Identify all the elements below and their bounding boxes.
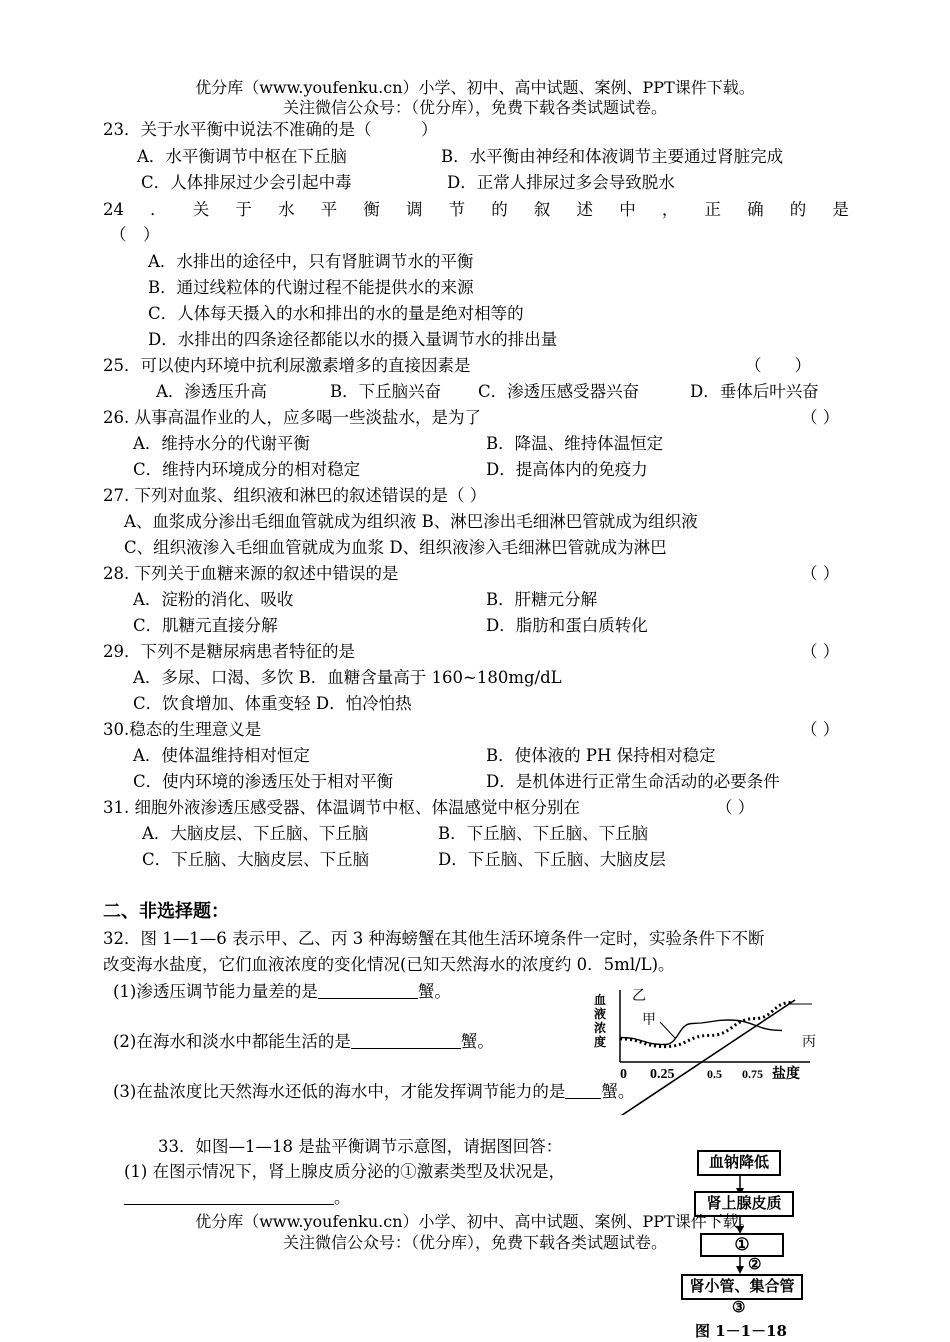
q31-option-a: A．大脑皮层、下丘脑、下丘脑 xyxy=(142,824,369,843)
q24-option-d: D．水排出的四条途径都能以水的摄入量调节水的排出量 xyxy=(148,330,558,349)
q29-options-cd: C．饮食增加、体重变轻 D．怕冷怕热 xyxy=(133,694,412,713)
q26-option-c: C．维持内环境成分的相对稳定 xyxy=(133,460,361,479)
y-axis-label-char: 血 xyxy=(593,993,607,1007)
q24-stem: 24 ． 关 于 水 平 衡 调 节 的 叙 述 中 ， 正 确 的 是 xyxy=(103,200,849,219)
q30-stem: 30.稳态的生理意义是 xyxy=(103,720,262,739)
q25-option-d: D．垂体后叶兴奋 xyxy=(690,382,819,401)
q33-stem: 33．如图—1—18 是盐平衡调节示意图，请据图回答： xyxy=(158,1137,563,1156)
q29-paren: （ ） xyxy=(801,642,840,661)
q23-option-a: A．水平衡调节中枢在下丘脑 xyxy=(137,147,347,166)
q26-option-d: D．提高体内的免疫力 xyxy=(486,460,648,479)
q24-option-a: A．水排出的途径中，只有肾脏调节水的平衡 xyxy=(148,252,474,271)
q32-part3: (3)在盐浓度比天然海水还低的海水中，才能发挥调节能力的是 蟹。 xyxy=(113,1082,635,1101)
y-axis-label-char: 浓 xyxy=(593,1021,607,1035)
q23-option-c: C．人体排尿过少会引起中毒 xyxy=(141,173,352,192)
q31-option-b: B．下丘脑、下丘脑、下丘脑 xyxy=(438,824,649,843)
q25-option-c: C．渗透压感受器兴奋 xyxy=(478,382,640,401)
q24-option-b: B．通过线粒体的代谢过程不能提供水的来源 xyxy=(148,278,474,297)
q27-options-cd: C、组织液渗入毛细血管就成为血浆 D、组织液渗入毛细淋巴管就成为淋巴 xyxy=(124,538,667,557)
q31-stem: 31. 细胞外液渗透压感受器、体温调节中枢、体温感觉中枢分别在 xyxy=(103,798,580,817)
x-tick-label: 0.75 xyxy=(742,1067,763,1081)
q30-option-d: D．是机体进行正常生命活动的必要条件 xyxy=(486,772,780,791)
flow-box-adrenal-cortex: 肾上腺皮质 xyxy=(694,1191,794,1217)
watermark-footer-line1: 优分库（www.youfenku.cn）小学、初中、高中试题、案例、PPT课件下载。 xyxy=(195,1212,755,1231)
q32-stem-line1: 32．图 1—1—6 表示甲、乙、丙 3 种海螃蟹在其他生活环境条件一定时，实验条件下不断 xyxy=(103,929,765,948)
crab-blood-concentration-chart xyxy=(580,980,820,1115)
q28-option-d: D．脂肪和蛋白质转化 xyxy=(486,616,648,635)
q28-paren: （ ） xyxy=(801,564,840,583)
q25-option-b: B．下丘脑兴奋 xyxy=(330,382,442,401)
q33-part1: (1) 在图示情况下，肾上腺皮质分泌的①激素类型及状况是， xyxy=(124,1162,566,1181)
q23-option-d: D．正常人排尿过多会导致脱水 xyxy=(447,173,675,192)
x-tick-label: 0.25 xyxy=(650,1067,675,1082)
q26-option-b: B．降温、维持体温恒定 xyxy=(486,434,664,453)
series-label: 乙 xyxy=(632,989,646,1004)
q32-part2: (2)在海水和淡水中都能生活的是 蟹。 xyxy=(113,1032,494,1051)
q27-options-ab: A、血浆成分渗出毛细血管就成为组织液 B、淋巴渗出毛细淋巴管就成为组织液 xyxy=(124,512,698,531)
q30-paren: （ ） xyxy=(801,720,840,739)
q32-part1: (1)渗透压调节能力量差的是 蟹。 xyxy=(113,982,451,1001)
q23-option-b: B．水平衡由神经和体液调节主要通过肾脏完成 xyxy=(441,147,784,166)
q30-option-c: C．使内环境的渗透压处于相对平衡 xyxy=(133,772,394,791)
q33-answer-blank-1[interactable] xyxy=(124,1188,334,1205)
flow-caption: 图 1－1－18 xyxy=(695,1322,787,1340)
series-label-pointer xyxy=(660,1022,675,1038)
q31-paren: （ ） xyxy=(716,798,755,817)
q32-answer-blank-2[interactable] xyxy=(351,1032,461,1049)
q28-stem: 28. 下列关于血糖来源的叙述中错误的是 xyxy=(103,564,399,583)
watermark-footer-line2: 关注微信公众号：（优分库），免费下载各类试题试卷。 xyxy=(282,1233,667,1252)
q31-option-c: C．下丘脑、大脑皮层、下丘脑 xyxy=(142,850,370,869)
flow-label-2: ② xyxy=(748,1255,762,1273)
watermark-header-line1: 优分库（www.youfenku.cn）小学、初中、高中试题、案例、PPT课件下载。 xyxy=(195,78,755,97)
q31-option-d: D．下丘脑、下丘脑、大脑皮层 xyxy=(438,850,666,869)
q29-options-ab: A．多尿、口渴、多饮 B．血糖含量高于 160~180mg/dL xyxy=(133,668,562,687)
y-axis-label-char: 度 xyxy=(593,1035,607,1049)
q28-option-b: B．肝糖元分解 xyxy=(486,590,598,609)
series-label: 甲 xyxy=(642,1013,656,1028)
q24-option-c: C．人体每天摄入的水和排出的水的量是绝对相等的 xyxy=(148,304,524,323)
flow-box-hormone-1: ① xyxy=(700,1233,784,1257)
q26-option-a: A．维持水分的代谢平衡 xyxy=(133,434,310,453)
q26-paren: （ ） xyxy=(801,408,840,427)
q27-stem: 27. 下列对血浆、组织液和淋巴的叙述错误的是（ ） xyxy=(103,486,487,505)
q28-option-a: A．淀粉的消化、吸收 xyxy=(133,590,294,609)
watermark-header-line2: 关注微信公众号：（优分库），免费下载各类试题试卷。 xyxy=(282,98,667,117)
flow-box-low-sodium: 血钠降低 xyxy=(697,1150,781,1176)
q26-stem: 26. 从事高温作业的人，应多喝一些淡盐水，是为了 xyxy=(103,408,481,427)
flow-box-renal-tubule: 肾小管、集合管 xyxy=(681,1274,803,1300)
q24-paren: （ ） xyxy=(110,225,160,244)
q32-stem-line2: 改变海水盐度，它们血液浓度的变化情况(已知天然海水的浓度约 0．5ml/L)。 xyxy=(103,955,675,974)
q25-paren: （ ） xyxy=(745,356,811,375)
chart-labels xyxy=(594,989,816,1082)
q30-option-a: A．使体温维持相对恒定 xyxy=(133,746,310,765)
q33-part1-answer: 。 xyxy=(124,1187,351,1209)
x-tick-label: 0.5 xyxy=(707,1067,722,1081)
q25-stem: 25．可以使内环境中抗利尿激素增多的直接因素是 xyxy=(103,356,471,375)
q30-option-b: B．使体液的 PH 保持相对稳定 xyxy=(486,746,716,765)
x-tick-label: 0 xyxy=(620,1067,627,1082)
q23-stem: 23．关于水平衡中说法不准确的是（ ） xyxy=(103,120,438,139)
q28-option-c: C．肌糖元直接分解 xyxy=(133,616,278,635)
series-label: 丙 xyxy=(802,1035,816,1050)
q29-stem: 29．下列不是糖尿病患者特征的是 xyxy=(103,642,355,661)
x-axis-label: 盐度 xyxy=(772,1067,800,1082)
y-axis-label-char: 液 xyxy=(593,1007,607,1021)
q32-answer-blank-1[interactable] xyxy=(318,982,418,999)
flow-label-3: ③ xyxy=(732,1298,746,1316)
section-title-non-choice: 二、非选择题： xyxy=(103,901,229,922)
q25-option-a: A．渗透压升高 xyxy=(156,382,267,401)
